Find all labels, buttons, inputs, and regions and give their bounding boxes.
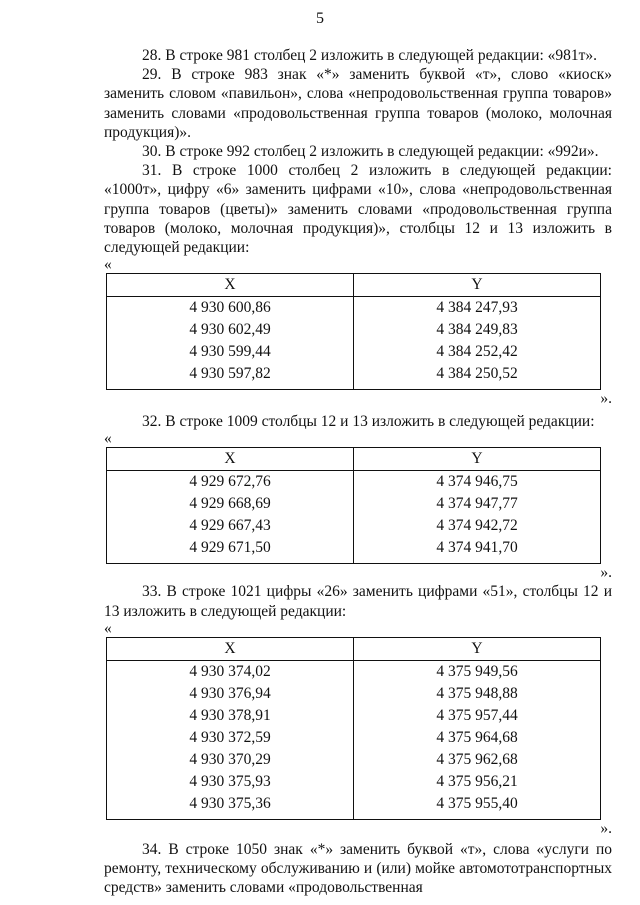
cell-x: 4 930 602,49 [107, 319, 354, 341]
quote-open-2: « [104, 430, 112, 448]
table-header-row [107, 274, 601, 297]
quote-close-2: ». [600, 564, 612, 582]
table-row [107, 471, 601, 494]
cell-y: 4 374 941,70 [436, 539, 518, 557]
cell-x: 4 930 599,44 [107, 341, 354, 363]
table-row [107, 341, 601, 363]
table-row [107, 683, 601, 705]
table-header-row [107, 637, 601, 660]
quote-close-3: ». [600, 819, 612, 837]
cell-x: 4 930 600,86 [107, 297, 354, 320]
cell-y: 4 374 947,77 [436, 495, 518, 513]
table-row [107, 771, 601, 793]
cell-x: 4 930 370,29 [107, 749, 354, 771]
table-row [107, 319, 601, 341]
coordinates-table-1 [106, 273, 601, 390]
quote-open-1: « [104, 256, 112, 274]
coordinates-table-2 [106, 447, 601, 564]
table-row [107, 363, 601, 390]
paragraph-34: 34. В строке 1050 знак «*» заменить буквой «т», слова «услуги по ремонту, техническому обслуживанию и (или) мойке автомототранспортных средств» заменить словами «продовольственная [104, 840, 612, 897]
table-row [107, 537, 601, 564]
table-row [107, 793, 601, 820]
header-y: Y [354, 637, 601, 660]
table-row [107, 297, 601, 320]
cell-x: 4 930 378,91 [107, 705, 354, 727]
paragraph-33: 33. В строке 1021 цифры «26» заменить цифрами «51», столбцы 12 и 13 изложить в следующей редакции: [104, 583, 612, 620]
cell-x: 4 930 375,93 [107, 771, 354, 793]
cell-x: 4 930 374,02 [107, 660, 354, 683]
paragraph-32: 32. В строке 1009 столбцы 12 и 13 изложить в следующей редакции: [142, 413, 595, 431]
cell-y: 4 375 962,68 [436, 750, 518, 768]
cell-x: 4 929 672,76 [107, 471, 354, 494]
table-row [107, 660, 601, 683]
table-header-row [107, 448, 601, 471]
paragraph-30: 30. В строке 992 столбец 2 изложить в следующей редакции: «992и». [142, 143, 599, 161]
paragraph-28: 28. В строке 981 столбец 2 изложить в следующей редакции: «981т». [142, 47, 598, 64]
cell-y: 4 384 247,93 [436, 299, 518, 317]
cell-y: 4 375 955,40 [436, 794, 518, 812]
paragraph-29: 29. В строке 983 знак «*» заменить буквой «т», слово «киоск» заменить словом «павильон», слова «непродовольственная группа товаров» заменить словами «продовольственная группа товаров (молоко, молочная продукция)». [104, 66, 612, 141]
quote-close-1: ». [600, 390, 612, 408]
cell-x: 4 929 671,50 [107, 537, 354, 564]
cell-x: 4 929 668,69 [107, 493, 354, 515]
cell-y: 4 375 956,21 [436, 772, 518, 790]
cell-x: 4 929 667,43 [107, 515, 354, 537]
cell-y: 4 374 946,75 [436, 473, 518, 491]
cell-y: 4 384 250,52 [436, 365, 518, 383]
table-row [107, 727, 601, 749]
quote-open-3: « [104, 619, 112, 637]
cell-x: 4 930 376,94 [107, 683, 354, 705]
cell-y: 4 375 957,44 [436, 706, 518, 724]
paragraph-31: 31. В строке 1000 столбец 2 изложить в следующей редакции: «1000т», цифру «6» заменить цифрами «10», слова «непродовольственная группа товаров (цветы)» заменить словами «продовольственная группа товаров (молоко, молочная продукция)», столбцы 12 и 13 изложить в следующей редакции: [104, 162, 612, 257]
coordinates-table-3 [106, 637, 601, 820]
cell-y: 4 374 942,72 [436, 517, 518, 535]
cell-x: 4 930 375,36 [107, 793, 354, 820]
cell-y: 4 375 948,88 [436, 684, 518, 702]
header-y: Y [354, 274, 601, 297]
table-row [107, 705, 601, 727]
cell-x: 4 930 372,59 [107, 727, 354, 749]
cell-y: 4 375 964,68 [436, 728, 518, 746]
header-x: X [107, 637, 354, 660]
page-number: 5 [316, 10, 324, 27]
cell-x: 4 930 597,82 [107, 363, 354, 390]
cell-y: 4 375 949,56 [436, 662, 518, 680]
header-x: X [107, 448, 354, 471]
header-x: X [107, 274, 354, 297]
table-row [107, 515, 601, 537]
table-row [107, 749, 601, 771]
cell-y: 4 384 252,42 [436, 343, 518, 361]
table-row [107, 493, 601, 515]
header-y: Y [354, 448, 601, 471]
cell-y: 4 384 249,83 [436, 321, 518, 339]
document-body [104, 46, 612, 897]
